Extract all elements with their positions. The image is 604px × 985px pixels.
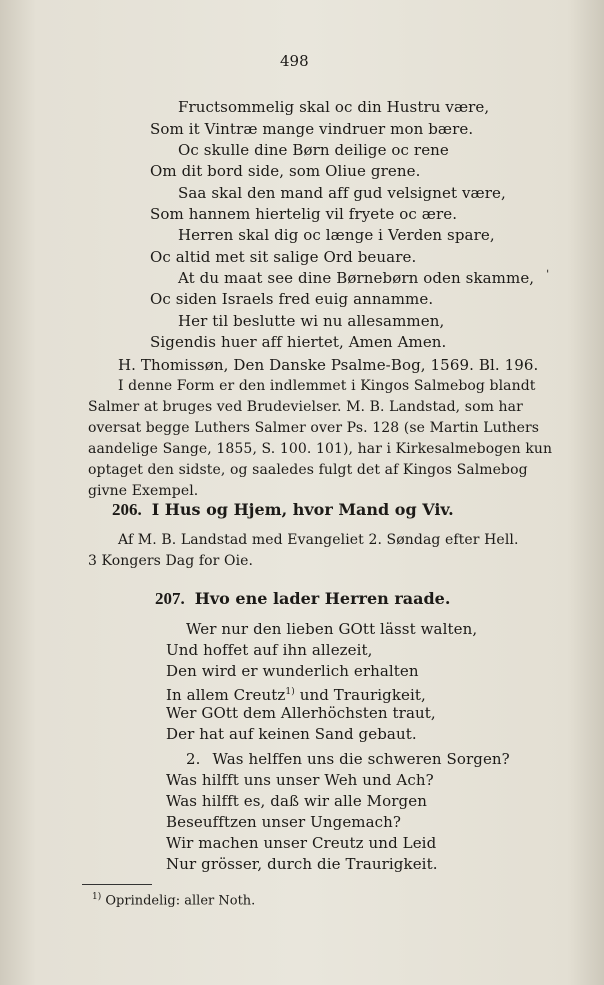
verse-line: Den wird er wunderlich erhalten: [166, 662, 419, 680]
poem-line: Fructsommelig skal oc din Hustru være,: [178, 98, 490, 116]
source-citation: H. Thomissøn, Den Danske Psalme-Bog, 1569. Bl. 196.: [118, 356, 539, 374]
page-number: 498: [280, 52, 309, 70]
poem-line: Som it Vintræ mange vindruer mon bære.: [150, 120, 474, 138]
verse-line: [186, 750, 510, 768]
poem-line: Om dit bord side, som Oliue grene.: [150, 162, 421, 180]
verse-line: [166, 683, 426, 704]
commentary-line: optaget den sidste, og saaledes fulgt det af Kingos Salmebog: [88, 462, 528, 478]
hymn-206-note: 3 Kongers Dag for Oie.: [88, 553, 254, 569]
verse-line: Wer nur den lieben GOtt lässt walten,: [186, 620, 478, 638]
poem-line: Som hannem hiertelig vil fryete oc ære.: [150, 205, 458, 223]
commentary-line: I denne Form er den indlemmet i Kingos Salmebog blandt: [118, 378, 536, 394]
poem-line: Sigendis huer aff hiertet, Amen Amen.: [150, 333, 447, 351]
verse-line: Nur grösser, durch die Traurigkeit.: [166, 855, 438, 873]
hymn-number: 207.: [155, 589, 185, 608]
verse-line: Wir machen unser Creutz und Leid: [166, 834, 437, 852]
poem-line: Saa skal den mand aff gud velsignet være,: [178, 184, 506, 202]
commentary-line: Salmer at bruges ved Brudevielser. M. B. Landstad, som har: [88, 399, 523, 415]
commentary-line: aandelige Sange, 1855, S. 100. 101), har i Kirkesalmebogen kun: [88, 441, 553, 457]
hymn-title: I Hus og Hjem, hvor Mand og Viv.: [151, 500, 454, 519]
verse-line: Wer GOtt dem Allerhöchsten traut,: [166, 704, 436, 722]
verse-line: Was hilfft es, daß wir alle Morgen: [166, 792, 427, 810]
hymn-title: Hvo ene lader Herren raade.: [194, 589, 451, 608]
footnote-text: Oprindelig: aller Noth.: [101, 893, 256, 909]
footnote-ref: 1): [285, 687, 295, 697]
hymn-206-heading: [112, 500, 454, 520]
poem-line: At du maat see dine Børnebørn oden skamme,: [178, 269, 535, 287]
verse-line-text: In allem Creutz: [166, 686, 286, 704]
footnote: [92, 892, 255, 908]
hymn-206-note: Af M. B. Landstad med Evangeliet 2. Søndag efter Hell.: [118, 532, 519, 548]
hymn-number: 206.: [112, 500, 142, 519]
poem-line: Oc skulle dine Børn deilige oc rene: [178, 141, 449, 159]
verse-line: Was hilfft uns unser Weh und Ach?: [166, 771, 434, 789]
poem-line: Her til beslutte wi nu allesammen,: [178, 312, 445, 330]
poem-line: Herren skal dig oc længe i Verden spare,: [178, 226, 495, 244]
footnote-marker: 1): [92, 892, 102, 902]
margin-mark: ˈ: [546, 268, 550, 282]
verse-line: Beseufftzen unser Ungemach?: [166, 813, 402, 831]
verse-line: Und hoffet auf ihn allezeit,: [166, 641, 373, 659]
poem-line: Oc siden Israels fred euig annamme.: [150, 290, 434, 308]
footnote-rule: [82, 884, 152, 885]
verse-line-text: und Traurigkeit,: [294, 686, 426, 704]
hymn-207-heading: [155, 589, 450, 609]
verse-line: Der hat auf keinen Sand gebaut.: [166, 725, 417, 743]
commentary-line: givne Exempel.: [88, 483, 199, 499]
commentary-line: oversat begge Luthers Salmer over Ps. 128 (se Martin Luthers: [88, 420, 540, 436]
verse-line-text: Was helffen uns die schweren Sorgen?: [212, 750, 510, 768]
poem-line: Oc altid met sit salige Ord beuare.: [150, 248, 417, 266]
verse-number: 2.: [186, 750, 201, 768]
